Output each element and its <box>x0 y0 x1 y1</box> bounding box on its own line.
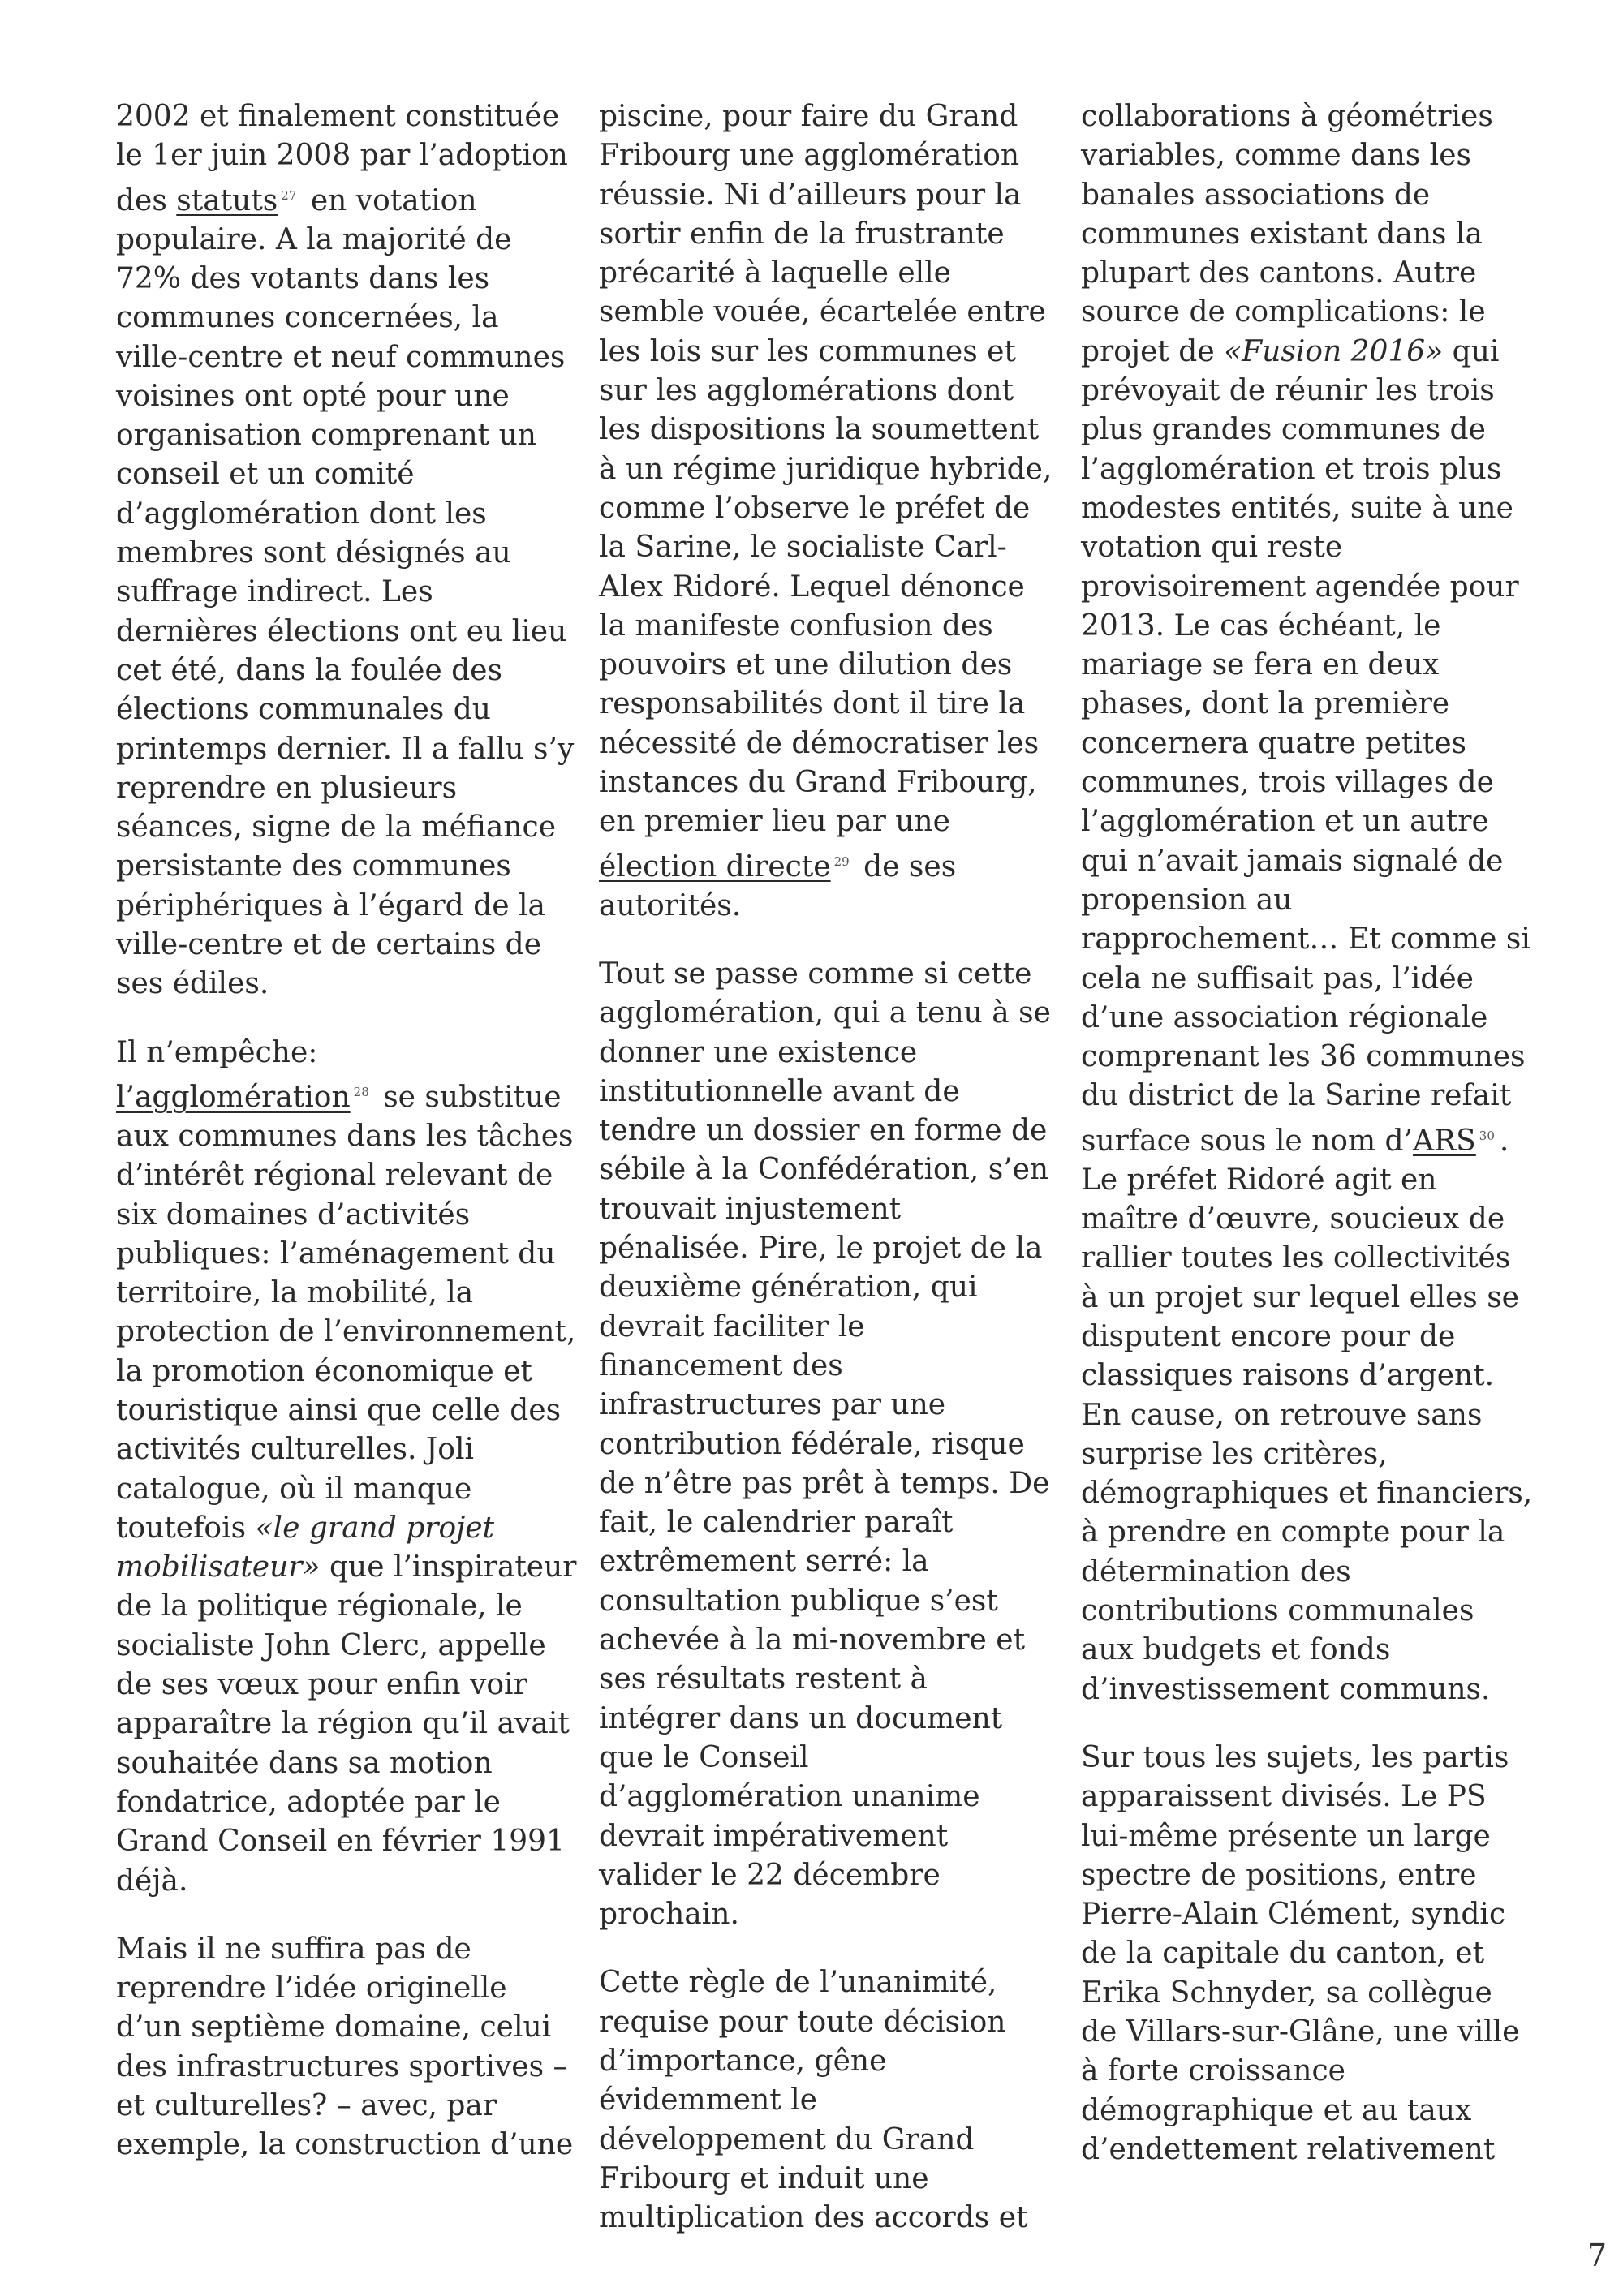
footnote-ref: 30 <box>1479 1128 1495 1143</box>
text-run: qui prévoyait de réunir les trois plus grandes communes de l’agglomération et trois plus modestes entités, suite à une votation qui reste provisoirement agendée pour 2013. Le cas échéant, le mariage se fera en deux phases, dont la première concernera quatre petites communes, trois villages de l’agglomération et un autre qui n’avait jamais signalé de propension au rapprochement… Et comme si cela ne suffisait pas, l’idée d’une association régionale comprenant les 36 communes du district de la Sarine refait surface sous le nom d’ <box>1081 334 1530 1158</box>
paragraph: Mais il ne suffira pas de reprendre l’idée originelle d’un septième domaine, celui des infrastructures sportives – et culturelles? – avec, par exemple, la construction d’une <box>116 1932 574 2162</box>
link-statuts[interactable]: statuts <box>176 183 278 217</box>
text-run: en votation populaire. A la majorité de 72% des votants dans les communes concernées, la ville-centre et neuf communes voisines ont opté pour une organisation comprenant un conseil et un comité d’agglomération dont les membres sont désignés au suffrage indirect. Les dernières élections ont eu lieu cet été, dans la foulée des élections communales du printemps dernier. Il a fallu s’y reprendre en plusieurs séances, signe de la méfiance persistante des communes périphériques à l’égard de la ville-centre et de certains de ses édiles. <box>116 183 575 1001</box>
footnote-ref: 28 <box>353 1084 369 1099</box>
paragraph: Cette règle de l’unanimité, requise pour toute décision d’importance, gêne évidemment le développement du Grand Fribourg et induit une multiplication des accords et <box>599 1966 1028 2235</box>
text-run: piscine, pour faire du Grand Fribourg une agglomération réussie. Ni d’ailleurs pour la sortir enfin de la frustrante précarité à laquelle elle semble vouée, écartelée entre les lois sur les communes et sur les agglomérations dont les dispositions la soumettent à un régime juridique hybride, comme l’observe le préfet de la Sarine, le socialiste Carl-Alex Ridoré. Lequel dénonce la manifeste confusion des pouvoirs et une dilution des responsabilités dont il tire la nécessité de démocratiser les instances du Grand Fribourg, en premier lieu par une <box>599 100 1053 839</box>
text-column-2 <box>599 97 1053 2238</box>
page-number: 7 <box>1586 2238 1607 2273</box>
text-run: de ses autorités. <box>599 849 957 922</box>
text-column-1 <box>116 97 579 2165</box>
quote-emphasis: «Fusion 2016» <box>1224 334 1444 368</box>
link-agglomeration[interactable]: l’agglomération <box>116 1080 351 1114</box>
link-ars[interactable]: ARS <box>1413 1124 1476 1158</box>
text-run: collaborations à géométries variables, comme dans les banales associations de communes existant dans la plupart des cantons. Autre source de complications: le projet de <box>1081 100 1493 368</box>
text-run: se substitue aux communes dans les tâches d’intérêt régional relevant de six domaines d’activités publiques: l’aménagement du territoire, la mobilité, la protection de l’environnement, la promotion économique et touristique ainsi que celle des activités culturelles. Joli catalogue, où il manque toutefois <box>116 1080 576 1545</box>
paragraph: Tout se passe comme si cette agglomération, qui a tenu à se donner une existence institutionnelle avant de tendre un dossier en forme de sébile à la Confédération, s’en trouvait injustement pénalisée. Pire, le projet de la deuxième génération, qui devrait faciliter le financement des infrastructures par une contribution fédérale, risque de n’être pas prêt à temps. De fait, le calendrier paraît extrêmement serré: la consultation publique s’est achevée à la mi-novembre et ses résultats restent à intégrer dans un document que le Conseil d’agglomération unanime devrait impérativement valider le 22 décembre prochain. <box>599 957 1051 1932</box>
footnote-ref: 29 <box>833 853 850 869</box>
text-run: . Le préfet Ridoré agit en maître d’œuvre, soucieux de rallier toutes les collectivités à un projet sur lequel elles se disputent encore pour de classiques raisons d’argent. En cause, on retrouve sans surprise les critères, démographiques et financiers, à prendre en compte pour la détermination des contributions communales aux budgets et fonds d’investissement communs. <box>1081 1124 1533 1706</box>
paragraph <box>1081 97 1535 1709</box>
quote-emphasis: «le grand projet mobilisateur» <box>116 1511 495 1584</box>
paragraph: Sur tous les sujets, les partis apparaissent divisés. Le PS lui-même présente un large spectre de positions, entre Pierre-Alain Clément, syndic de la capitale du canton, et Erika Schnyder, sa collègue de Villars-sur-Glâne, une ville à forte croissance démographique et au taux d’endettement relativement <box>1081 1740 1520 2166</box>
link-election-directe[interactable]: élection directe <box>599 849 831 884</box>
text-run: 2002 et finalement constituée le 1er juin 2008 par l’adoption des <box>116 100 568 217</box>
text-run: que l’inspirateur de la politique régionale, le socialiste John Clerc, appelle de ses vœux pour enfin voir apparaître la région qu’il avait souhaitée dans sa motion fondatrice, adoptée par le Grand Conseil en février 1991 déjà. <box>116 1550 577 1898</box>
text-column-3 <box>1081 97 1535 2169</box>
paragraph <box>599 97 1053 926</box>
paragraph <box>116 97 579 1004</box>
text-run: Il n’empêche: <box>116 1035 318 1069</box>
paragraph <box>116 1034 579 1901</box>
footnote-ref: 27 <box>281 187 297 203</box>
